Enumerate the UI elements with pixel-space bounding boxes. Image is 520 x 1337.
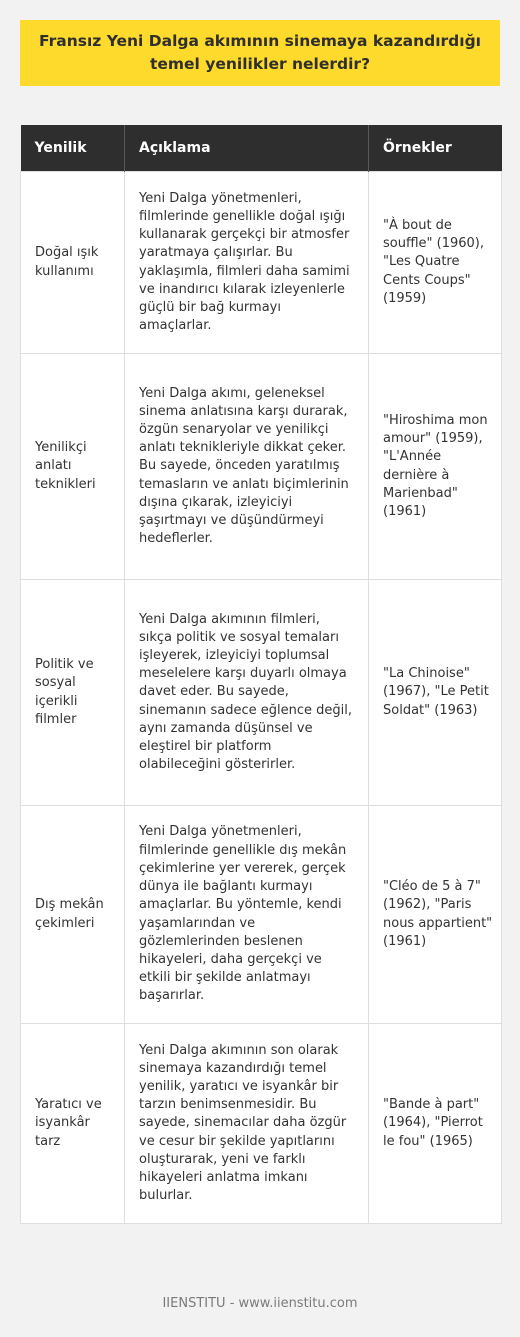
header-yenilik: Yenilik [21,125,125,172]
table-row [21,354,502,580]
cell-yenilik: Politik ve sosyal içerikli filmler [21,580,125,806]
cell-aciklama: Yeni Dalga akımı, geleneksel sinema anlatısına karşı durarak, özgün senaryolar ve yenilikçi anlatı teknikleriyle dikkat çeker. Bu sayede, önceden yaratılmış temasların ve anlatı biçimlerinin dışına çıkarak, izleyiciyi şaşırtmayı ve düşündürmeyi hedeflerler. [125,354,369,580]
cell-aciklama: Yeni Dalga yönetmenleri, filmlerinde genellikle dış mekân çekimlerine yer vererek, gerçek dünya ile bağlantı kurmayı amaçlarlar. Bu yöntemle, kendi yaşamlarından ve gözlemlerinden beslenen hikayeleri, daha gerçekçi ve etkili bir şekilde anlatmayı başarırlar. [125,806,369,1024]
table-row [21,806,502,1024]
footer-credit: IIENSTITU - www.iienstitu.com [162,1296,358,1311]
cell-ornekler: "Hiroshima mon amour" (1959), "L'Année dernière à Marienbad" (1961) [369,354,502,580]
header-aciklama: Açıklama [125,125,369,172]
header-ornekler: Örnekler [369,125,502,172]
cell-yenilik: Yenilikçi anlatı teknikleri [21,354,125,580]
table-header-row [21,125,502,172]
cell-yenilik: Dış mekân çekimleri [21,806,125,1024]
page-title: Fransız Yeni Dalga akımının sinemaya kazandırdığı temel yenilikler nelerdir? [39,32,481,73]
innovations-table [20,125,502,1224]
table-row [21,580,502,806]
cell-ornekler: "Bande à part" (1964), "Pierrot le fou" (1965) [369,1024,502,1224]
cell-aciklama: Yeni Dalga akımının son olarak sinemaya kazandırdığı temel yenilik, yaratıcı ve isyankâr bir tarzın benimsenmesidir. Bu sayede, sinemacılar daha özgür ve cesur bir şekilde yapıtlarını oluşturarak, yeni ve farklı hikayeleri anlatma imkanı bulurlar. [125,1024,369,1224]
cell-yenilik: Doğal ışık kullanımı [21,172,125,354]
cell-aciklama: Yeni Dalga yönetmenleri, filmlerinde genellikle doğal ışığı kullanarak gerçekçi bir atmosfer yaratmaya çalışırlar. Bu yaklaşımla, filmleri daha samimi ve inandırıcı kılarak izleyenlerle güçlü bir bağ kurmayı amaçlarlar. [125,172,369,354]
table-row [21,1024,502,1224]
cell-yenilik: Yaratıcı ve isyankâr tarz [21,1024,125,1224]
table-row [21,172,502,354]
title-banner [20,20,500,86]
cell-ornekler: "Cléo de 5 à 7" (1962), "Paris nous appartient" (1961) [369,806,502,1024]
cell-ornekler: "La Chinoise" (1967), "Le Petit Soldat" (1963) [369,580,502,806]
cell-ornekler: "À bout de souffle" (1960), "Les Quatre Cents Coups" (1959) [369,172,502,354]
cell-aciklama: Yeni Dalga akımının filmleri, sıkça politik ve sosyal temaları işleyerek, izleyiciyi toplumsal meselelere karşı duyarlı olmaya davet eder. Bu sayede, sinemanın sadece eğlence değil, aynı zamanda düşünsel ve eleştirel bir platform olabileceğini gösterirler. [125,580,369,806]
